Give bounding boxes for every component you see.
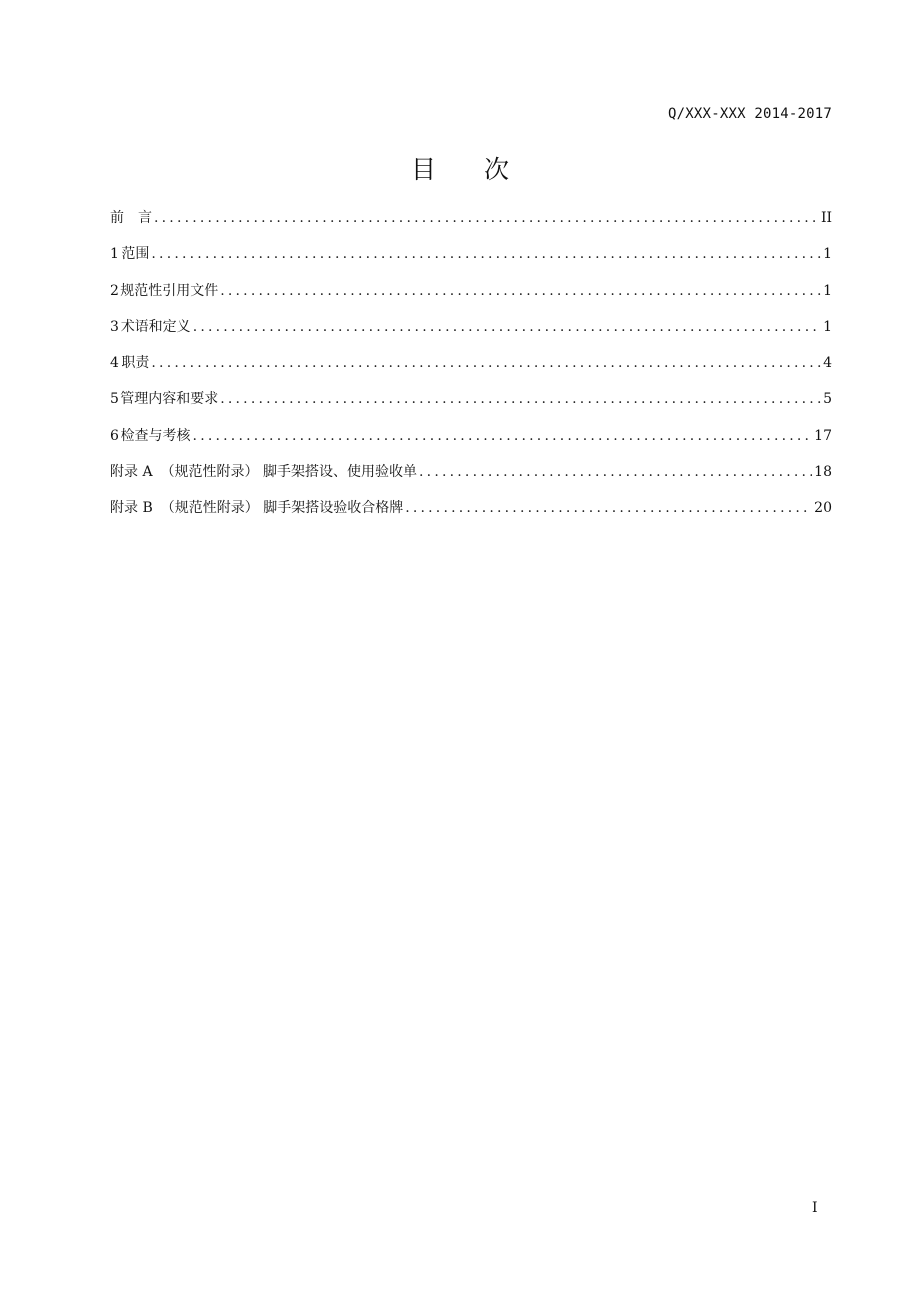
dot-leader <box>220 385 821 413</box>
dot-leader <box>193 313 821 341</box>
toc-entry-label: 范围 <box>121 246 150 263</box>
toc-entry-appendix-a[interactable] <box>110 458 832 494</box>
toc-entry-number: 2 <box>110 282 119 299</box>
toc-entry-label: 术语和定义 <box>120 318 191 335</box>
dot-leader <box>151 349 821 377</box>
toc-title <box>0 150 920 186</box>
toc-entry-scope[interactable] <box>110 240 832 276</box>
toc-entry-page: 4 <box>823 355 832 372</box>
toc-entry-inspection-assessment[interactable] <box>110 422 832 458</box>
dot-leader <box>151 240 821 268</box>
toc-entry-page: 18 <box>814 464 832 481</box>
toc-entry-normative-references[interactable] <box>110 277 832 313</box>
toc-entry-number: 5 <box>110 391 119 408</box>
toc-entry-page: 1 <box>823 318 832 335</box>
dot-leader <box>220 277 821 305</box>
toc-entry-appendix-b[interactable] <box>110 494 832 530</box>
toc-entry-page: 1 <box>823 246 832 263</box>
toc-entry-number: 1 <box>110 246 119 263</box>
dot-leader <box>419 458 812 486</box>
document-code: Q/XXX-XXX 2014-2017 <box>668 106 832 122</box>
dot-leader <box>193 422 813 450</box>
toc-title-char-2: 次 <box>484 155 510 184</box>
toc-entry-label: 检查与考核 <box>120 427 191 444</box>
toc-entry-terms-definitions[interactable] <box>110 313 832 349</box>
toc-entry-management-content[interactable] <box>110 385 832 421</box>
page-number: I <box>812 1200 818 1216</box>
toc-entry-label: 管理内容和要求 <box>120 391 219 408</box>
dot-leader <box>154 204 819 232</box>
toc-entry-preface[interactable] <box>110 204 832 240</box>
toc-entry-number: 6 <box>110 427 119 444</box>
toc-entry-label: 职责 <box>121 355 150 372</box>
toc-entry-label: （规范性附录） 脚手架搭设验收合格牌 <box>160 500 404 517</box>
toc-title-char-1: 目 <box>410 155 436 184</box>
toc-entry-page: 17 <box>814 427 832 444</box>
toc-entry-page: 20 <box>814 500 832 517</box>
dot-leader <box>405 494 812 522</box>
toc-entry-page: II <box>820 210 832 226</box>
toc-entry-label: 前 言 <box>110 210 152 226</box>
toc-entry-number: 4 <box>110 355 119 372</box>
toc-entry-label: （规范性附录） 脚手架搭设、使用验收单 <box>160 464 418 481</box>
toc-entry-label: 规范性引用文件 <box>120 282 219 299</box>
toc-entry-responsibilities[interactable] <box>110 349 832 385</box>
toc-list <box>110 204 832 531</box>
toc-entry-number: 3 <box>110 318 119 335</box>
toc-entry-number: 附录 B <box>110 500 153 517</box>
toc-entry-number: 附录 A <box>110 464 153 481</box>
toc-entry-page: 1 <box>823 282 832 299</box>
toc-entry-page: 5 <box>823 391 832 408</box>
